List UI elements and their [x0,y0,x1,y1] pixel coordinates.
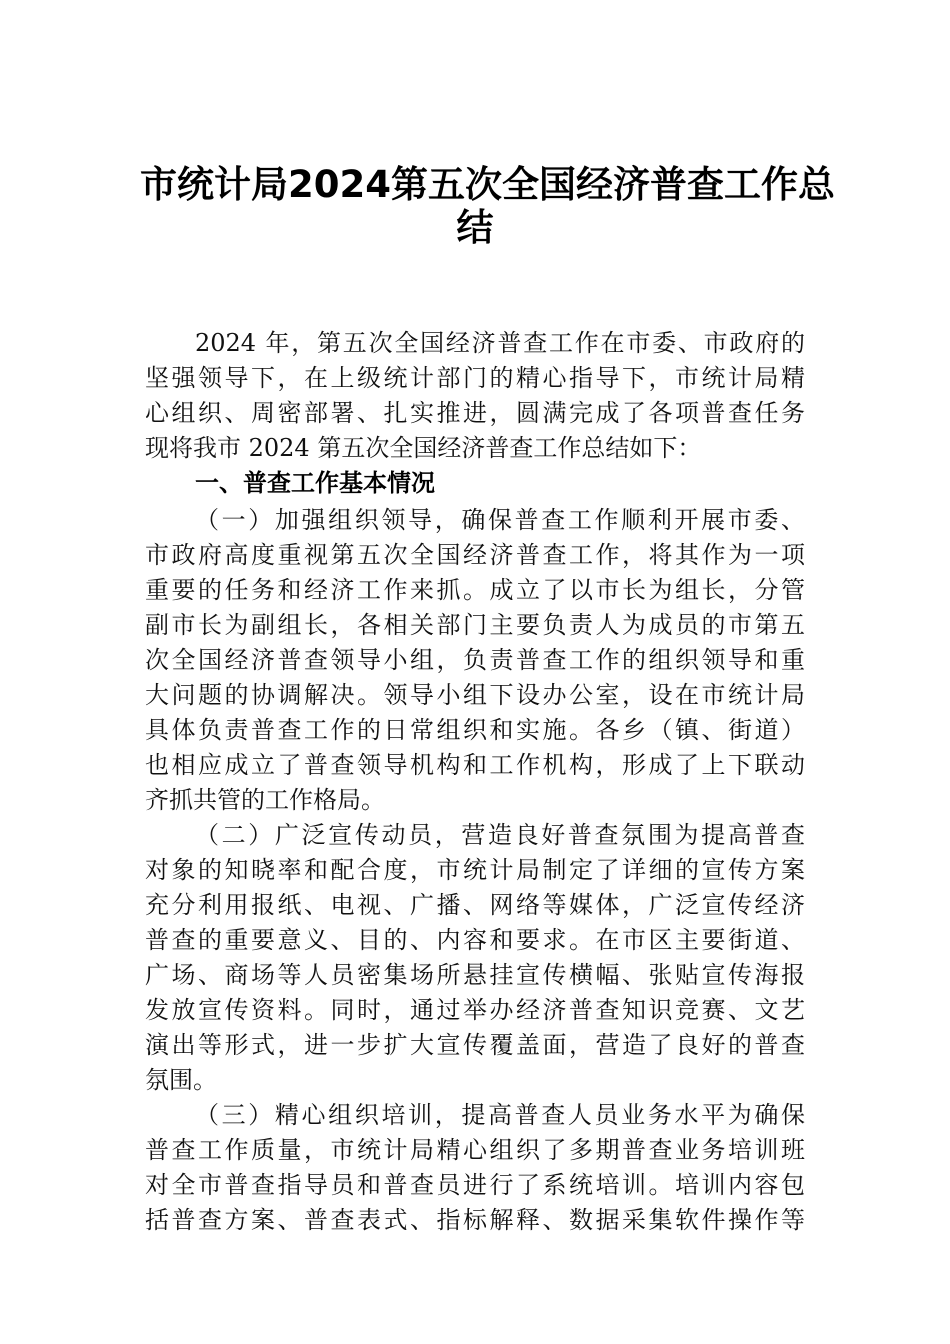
para3-line-1: （三）精心组织培训，提高普查人员业务水平为确保 [195,1101,805,1129]
section-heading: 一、普查工作基本情况 [195,469,435,497]
para3-line-3: 对全市普查指导员和普查员进行了系统培训。培训内容包 [145,1171,805,1199]
para2-line-8: 氛围。 [145,1066,217,1094]
para3-line-4: 括普查方案、普查表式、指标解释、数据采集软件操作等 [145,1206,805,1234]
document-title-line-1: 市统计局2024第五次全国经济普查工作总 [140,163,835,206]
para2-line-5: 广场、商场等人员密集场所悬挂宣传横幅、张贴宣传海报 [145,961,805,989]
intro-line-1: 2024 年，第五次全国经济普查工作在市委、市政府的 [195,329,805,357]
para1-line-9: 齐抓共管的工作格局。 [145,786,385,814]
para1-line-8: 也相应成立了普查领导机构和工作机构，形成了上下联动 [145,751,805,779]
para1-line-6: 大问题的协调解决。领导小组下设办公室，设在市统计局 [145,681,805,709]
para2-line-1: （二）广泛宣传动员，营造良好普查氛围为提高普查 [195,821,805,849]
intro-line-2: 坚强领导下，在上级统计部门的精心指导下，市统计局精 [145,364,805,392]
para2-line-7: 演出等形式，进一步扩大宣传覆盖面，营造了良好的普查 [145,1031,805,1059]
para2-line-2: 对象的知晓率和配合度，市统计局制定了详细的宣传方案 [145,856,805,884]
intro-line-4: 现将我市 2024 第五次全国经济普查工作总结如下： [145,434,702,462]
para2-line-3: 充分利用报纸、电视、广播、网络等媒体，广泛宣传经济 [145,891,805,919]
para1-line-3: 重要的任务和经济工作来抓。成立了以市长为组长，分管 [145,576,805,604]
para1-line-7: 具体负责普查工作的日常组织和实施。各乡（镇、街道） [145,716,805,744]
para1-line-1: （一）加强组织领导，确保普查工作顺利开展市委、 [195,506,805,534]
para1-line-5: 次全国经济普查领导小组，负责普查工作的组织领导和重 [145,646,805,674]
para1-line-4: 副市长为副组长，各相关部门主要负责人为成员的市第五 [145,611,805,639]
intro-line-3: 心组织、周密部署、扎实推进，圆满完成了各项普查任务 [145,399,805,427]
para2-line-4: 普查的重要意义、目的、内容和要求。在市区主要街道、 [145,926,805,954]
document-title-line-2: 结 [456,206,494,249]
para3-line-2: 普查工作质量，市统计局精心组织了多期普查业务培训班 [145,1136,805,1164]
para1-line-2: 市政府高度重视第五次全国经济普查工作，将其作为一项 [145,541,805,569]
para2-line-6: 发放宣传资料。同时，通过举办经济普查知识竞赛、文艺 [145,996,805,1024]
